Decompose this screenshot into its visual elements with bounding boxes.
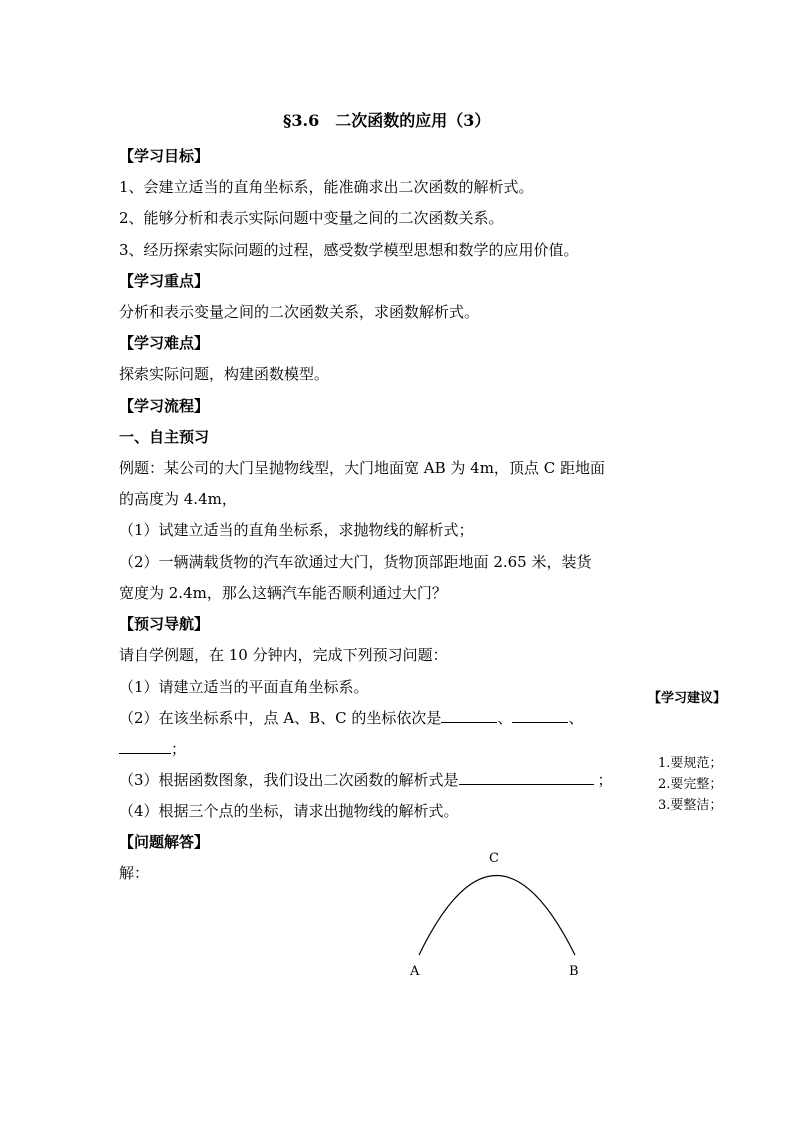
example-line-2: 的高度为 4.4m， (119, 490, 237, 508)
guide-intro: 请自学例题，在 10 分钟内，完成下列预习问题： (119, 646, 448, 664)
example-line-1: 例题：某公司的大门呈抛物线型，大门地面宽 AB 为 4m，顶点 C 距地面 (119, 459, 605, 477)
suggestion-item-1: 1.要规范； (658, 756, 723, 771)
coord-c-blank[interactable] (119, 739, 171, 754)
parabola-diagram (400, 845, 600, 990)
point-a-label: A (410, 964, 420, 979)
parabola-curve (419, 876, 575, 956)
process-heading: 【学习流程】 (119, 397, 210, 415)
difficulty-text: 探索实际问题，构建函数模型。 (119, 365, 330, 383)
separator-1: 、 (497, 709, 513, 727)
coord-a-blank[interactable] (441, 708, 497, 723)
difficulty-heading: 【学习难点】 (119, 334, 210, 352)
objective-item-3: 3、经历探索实际问题的过程，感受数学模型思想和数学的应用价值。 (119, 241, 579, 259)
answer-heading: 【问题解答】 (119, 833, 210, 851)
point-b-label: B (569, 964, 579, 979)
guide-point-1: （1）请建立适当的平面直角坐标系。 (119, 678, 369, 696)
guide-point-2-end: ； (171, 740, 187, 758)
focus-heading: 【学习重点】 (119, 272, 210, 290)
question-2-line-1: （2）一辆满载货物的汽车欲通过大门，货物顶部距地面 2.65 米，装货 (119, 553, 592, 571)
suggestion-item-3: 3.要整洁； (658, 798, 723, 813)
guide-point-3-end: ； (597, 771, 613, 789)
question-2-line-2: 宽度为 2.4m，那么这辆汽车能否顺利通过大门？ (119, 584, 447, 602)
separator-2: 、 (568, 709, 584, 727)
guide-point-3-prefix: （3）根据函数图象，我们设出二次函数的解析式是 (119, 771, 459, 789)
coord-b-blank[interactable] (512, 708, 568, 723)
question-1: （1）试建立适当的直角坐标系，求抛物线的解析式； (119, 521, 474, 539)
objectives-heading: 【学习目标】 (119, 147, 210, 165)
focus-text: 分析和表示变量之间的二次函数关系，求函数解析式。 (119, 303, 480, 321)
page-title: §3.6 二次函数的应用（3） (283, 111, 491, 130)
solution-label: 解： (119, 864, 150, 882)
guide-point-3 (119, 769, 613, 790)
guide-point-2-prefix: （2）在该坐标系中，点 A、B、C 的坐标依次是 (119, 709, 442, 727)
guide-point-2 (119, 707, 583, 728)
section-self-preview: 一、自主预习 (119, 428, 210, 446)
guide-point-4: （4）根据三个点的坐标，请求出抛物线的解析式。 (119, 802, 459, 820)
suggestion-item-2: 2.要完整； (658, 777, 723, 792)
objective-item-2: 2、能够分析和表示实际问题中变量之间的二次函数关系。 (119, 209, 504, 227)
guide-heading: 【预习导航】 (119, 615, 210, 633)
suggestions-heading: 【学习建议】 (648, 691, 727, 706)
expression-blank[interactable] (459, 770, 594, 785)
objective-item-1: 1、会建立适当的直角坐标系，能准确求出二次函数的解析式。 (119, 178, 534, 196)
point-c-label: C (489, 851, 499, 866)
guide-point-2-cont (119, 738, 186, 759)
